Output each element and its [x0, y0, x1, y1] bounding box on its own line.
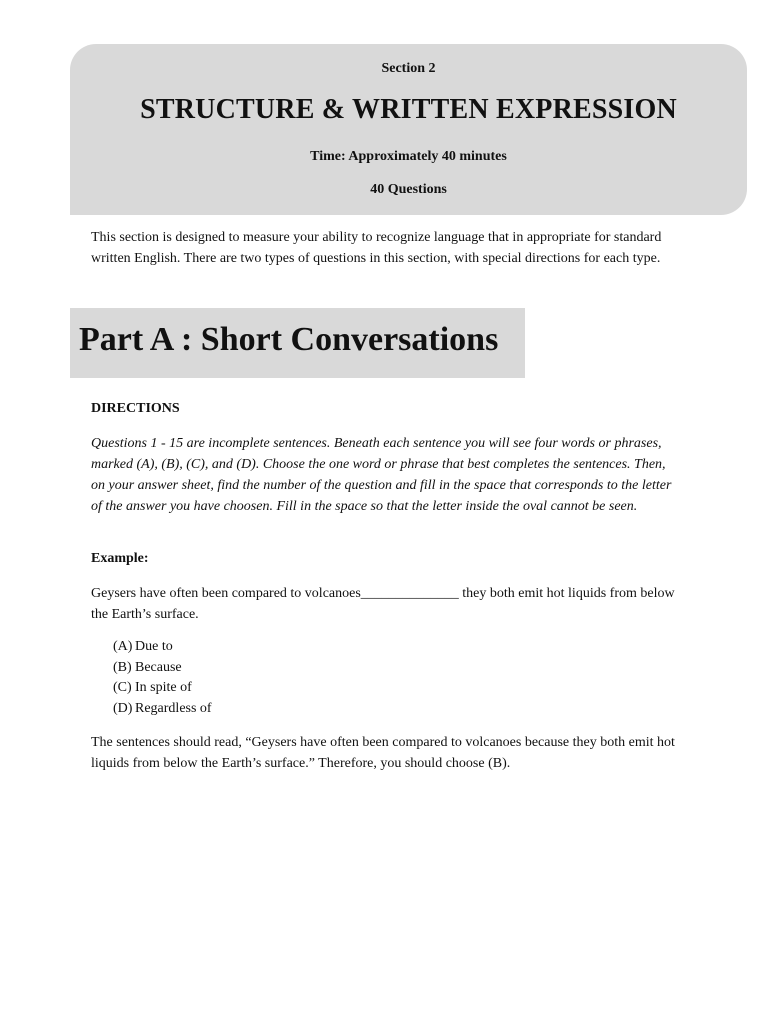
time-limit: Time: Approximately 40 minutes [310, 149, 507, 164]
option-letter: (C) [113, 680, 132, 695]
option-text: Due to [135, 639, 173, 654]
section-label: Section 2 [381, 61, 436, 76]
option-c [113, 678, 212, 699]
section-title: STRUCTURE & WRITTEN EXPRESSION [140, 94, 677, 125]
option-text: Regardless of [135, 700, 212, 716]
option-d [113, 699, 212, 720]
part-banner [70, 308, 525, 378]
intro-paragraph: This section is designed to measure your ability to recognize language that in appropriate for standard written English. There are two types of questions in this section, with special directions for each type. [91, 230, 662, 266]
example-options [113, 637, 212, 719]
option-text: In spite of [135, 680, 192, 695]
section-header-box [70, 44, 747, 215]
directions-heading: DIRECTIONS [91, 401, 180, 416]
option-text: Because [135, 659, 182, 675]
example-heading: Example: [91, 551, 149, 566]
option-letter: (A) [113, 639, 133, 654]
example-sentence: Geysers have often been compared to volcanoes______________ they both emit hot liquids from below the Earth’s surface. [91, 586, 675, 622]
question-count: 40 Questions [370, 182, 447, 197]
option-a [113, 637, 212, 658]
part-title: Part A : Short Conversations [79, 321, 499, 358]
directions-text: Questions 1 - 15 are incomplete sentences. Beneath each sentence you will see four words or phrases, marked (A), (B), (C), and (D). Choose the one word or phrase that best completes the sentences. Then, on your answer sheet, find the number of the question and fill in the space that corresponds to the letter of the answer you have choosen. Fill in the space so that the letter inside the oval cannot be seen. [91, 436, 672, 514]
option-letter: (B) [113, 659, 132, 675]
option-b [113, 658, 212, 679]
example-answer-explanation: The sentences should read, “Geysers have often been compared to volcanoes because they both emit hot liquids from below the Earth’s surface.” Therefore, you should choose (B). [91, 735, 675, 771]
option-letter: (D) [113, 700, 133, 716]
